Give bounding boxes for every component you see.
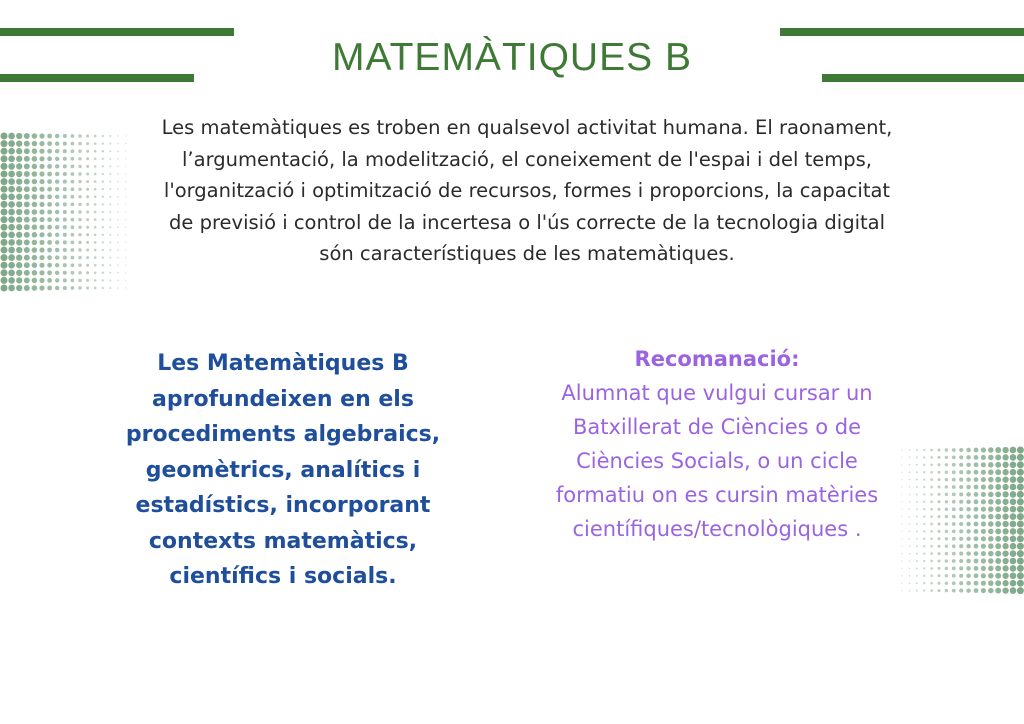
dot-pattern-right	[898, 446, 1024, 606]
intro-paragraph: Les matemàtiques es troben en qualsevol activitat humana. El raonament, l’argumentació, la modelització, el coneixement de l'espai i del temps, l'organització i optimització de recursos, formes i proporcions, la capacitat de previsió i control de la incertesa o l'ús correcte de la tecnologia digital són característiques de les matemàtiques.	[161, 116, 893, 265]
recommendation-heading: Recomanació:	[634, 347, 800, 371]
recommendation-text: Alumnat que vulgui cursar un Batxillerat de Ciències o de Ciències Socials, o un cicle formatiu on es cursin matèries científiques/tecnològiques .	[555, 381, 879, 541]
decorative-bar-top-left-1	[0, 28, 234, 36]
course-description: Les Matemàtiques B aprofundeixen en els procediments algebraics, geomètrics, analítics i estadístics, incorporant contexts matemàtics, científics i socials.	[125, 351, 441, 589]
recommendation-block	[540, 342, 894, 546]
decorative-bar-top-right-1	[780, 28, 1024, 36]
dot-pattern-left	[0, 132, 132, 302]
page-title: MATEMÀTIQUES B	[332, 36, 692, 79]
